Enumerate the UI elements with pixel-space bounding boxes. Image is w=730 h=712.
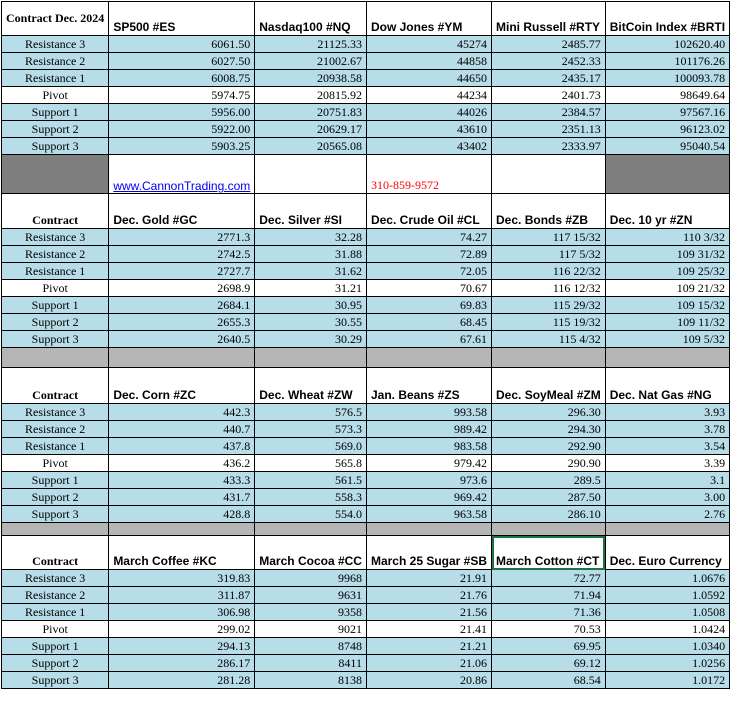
- level-value[interactable]: 431.7: [109, 489, 255, 506]
- level-value[interactable]: 43402: [366, 138, 491, 155]
- column-header[interactable]: Dec. Nat Gas #NG: [605, 368, 729, 404]
- level-value[interactable]: 311.87: [109, 587, 255, 604]
- column-header[interactable]: Dec. Corn #ZC: [109, 368, 255, 404]
- level-value[interactable]: 319.83: [109, 570, 255, 587]
- column-header[interactable]: Dec. Crude Oil #CL: [366, 194, 491, 229]
- column-header[interactable]: March Cotton #CT: [492, 536, 606, 570]
- level-label[interactable]: Resistance 3: [2, 36, 109, 53]
- level-value[interactable]: 1.0592: [605, 587, 729, 604]
- separator-cell: [492, 523, 606, 536]
- level-value[interactable]: 109 31/32: [605, 246, 729, 263]
- level-label[interactable]: Support 2: [2, 314, 109, 331]
- level-value[interactable]: 287.50: [492, 489, 606, 506]
- column-header[interactable]: Dow Jones #YM: [366, 2, 491, 36]
- level-value[interactable]: 3.00: [605, 489, 729, 506]
- level-label[interactable]: Resistance 2: [2, 246, 109, 263]
- level-value[interactable]: 6008.75: [109, 70, 255, 87]
- column-header[interactable]: Nasdaq100 #NQ: [255, 2, 367, 36]
- contract-header[interactable]: Contract: [2, 368, 109, 404]
- level-value[interactable]: 69.12: [492, 655, 606, 672]
- level-value[interactable]: 20751.83: [255, 104, 367, 121]
- level-value[interactable]: 21.21: [366, 638, 491, 655]
- column-header[interactable]: Mini Russell #RTY: [492, 2, 606, 36]
- level-value[interactable]: 109 25/32: [605, 263, 729, 280]
- level-row: [2, 587, 730, 604]
- level-value[interactable]: 101176.26: [605, 53, 729, 70]
- level-value[interactable]: 433.3: [109, 472, 255, 489]
- column-header[interactable]: Dec. Euro Currency: [605, 536, 729, 570]
- level-value[interactable]: 21.06: [366, 655, 491, 672]
- level-value[interactable]: 1.0340: [605, 638, 729, 655]
- level-label[interactable]: Support 2: [2, 655, 109, 672]
- level-value[interactable]: 21125.33: [255, 36, 367, 53]
- level-value[interactable]: 70.67: [366, 280, 491, 297]
- level-value[interactable]: 442.3: [109, 404, 255, 421]
- level-value[interactable]: 294.30: [492, 421, 606, 438]
- level-value[interactable]: 963.58: [366, 506, 491, 523]
- level-row: [2, 138, 730, 155]
- level-value[interactable]: 109 15/32: [605, 297, 729, 314]
- level-value[interactable]: 115 29/32: [492, 297, 606, 314]
- level-value[interactable]: 2742.5: [109, 246, 255, 263]
- level-value[interactable]: 8138: [255, 672, 367, 689]
- level-label[interactable]: Support 2: [2, 121, 109, 138]
- level-value[interactable]: 117 5/32: [492, 246, 606, 263]
- level-value[interactable]: 6061.50: [109, 36, 255, 53]
- level-value[interactable]: 102620.40: [605, 36, 729, 53]
- level-value[interactable]: 294.13: [109, 638, 255, 655]
- level-label[interactable]: Resistance 1: [2, 70, 109, 87]
- level-value[interactable]: 2435.17: [492, 70, 606, 87]
- level-value[interactable]: 20629.17: [255, 121, 367, 138]
- level-value[interactable]: 71.94: [492, 587, 606, 604]
- level-row: [2, 655, 730, 672]
- column-header[interactable]: March 25 Sugar #SB: [366, 536, 491, 570]
- level-value[interactable]: 9358: [255, 604, 367, 621]
- level-row: [2, 604, 730, 621]
- level-value[interactable]: 31.62: [255, 263, 367, 280]
- level-value[interactable]: 5903.25: [109, 138, 255, 155]
- contract-header[interactable]: Contract: [2, 536, 109, 570]
- level-value[interactable]: 1.0172: [605, 672, 729, 689]
- level-value[interactable]: 95040.54: [605, 138, 729, 155]
- level-value[interactable]: 292.90: [492, 438, 606, 455]
- level-value[interactable]: 2698.9: [109, 280, 255, 297]
- level-value[interactable]: 68.45: [366, 314, 491, 331]
- level-row: [2, 229, 730, 246]
- level-row: [2, 404, 730, 421]
- level-row: [2, 621, 730, 638]
- level-value[interactable]: 20815.92: [255, 87, 367, 104]
- level-value[interactable]: 296.30: [492, 404, 606, 421]
- level-value[interactable]: 45274: [366, 36, 491, 53]
- level-row: [2, 472, 730, 489]
- contract-header[interactable]: Contract Dec. 2024: [2, 2, 109, 36]
- level-value[interactable]: 110 3/32: [605, 229, 729, 246]
- level-value[interactable]: 67.61: [366, 331, 491, 348]
- separator-row: [2, 155, 730, 194]
- level-row: [2, 570, 730, 587]
- level-label[interactable]: Support 3: [2, 672, 109, 689]
- level-value[interactable]: 979.42: [366, 455, 491, 472]
- level-row: [2, 246, 730, 263]
- separator-cell: [605, 155, 729, 194]
- column-header[interactable]: Dec. Gold #GC: [109, 194, 255, 229]
- column-header[interactable]: March Cocoa #CC: [255, 536, 367, 570]
- level-value[interactable]: 109 21/32: [605, 280, 729, 297]
- level-label[interactable]: Resistance 2: [2, 53, 109, 70]
- level-value[interactable]: 437.8: [109, 438, 255, 455]
- level-value[interactable]: 72.89: [366, 246, 491, 263]
- level-value[interactable]: 2655.3: [109, 314, 255, 331]
- column-header[interactable]: March Coffee #KC: [109, 536, 255, 570]
- level-label[interactable]: Support 1: [2, 472, 109, 489]
- level-value[interactable]: 3.93: [605, 404, 729, 421]
- level-value[interactable]: 1.0424: [605, 621, 729, 638]
- level-value[interactable]: 561.5: [255, 472, 367, 489]
- level-value[interactable]: 69.83: [366, 297, 491, 314]
- separator-cell: [109, 348, 255, 368]
- level-value[interactable]: 115 19/32: [492, 314, 606, 331]
- level-value[interactable]: 97567.16: [605, 104, 729, 121]
- level-label[interactable]: Pivot: [2, 87, 109, 104]
- level-value[interactable]: 2384.57: [492, 104, 606, 121]
- level-value[interactable]: 306.98: [109, 604, 255, 621]
- level-value[interactable]: 21.41: [366, 621, 491, 638]
- level-value[interactable]: 3.39: [605, 455, 729, 472]
- level-row: [2, 53, 730, 70]
- level-label[interactable]: Resistance 1: [2, 604, 109, 621]
- level-value[interactable]: 21.56: [366, 604, 491, 621]
- header-row: [2, 2, 730, 36]
- level-row: [2, 438, 730, 455]
- level-value[interactable]: 30.95: [255, 297, 367, 314]
- level-label[interactable]: Resistance 1: [2, 263, 109, 280]
- level-value[interactable]: 70.53: [492, 621, 606, 638]
- level-row: [2, 421, 730, 438]
- level-label[interactable]: Support 3: [2, 506, 109, 523]
- level-label[interactable]: Resistance 2: [2, 421, 109, 438]
- level-value[interactable]: 3.1: [605, 472, 729, 489]
- level-row: [2, 121, 730, 138]
- separator-cell: [492, 348, 606, 368]
- level-value[interactable]: 44234: [366, 87, 491, 104]
- level-value[interactable]: 286.17: [109, 655, 255, 672]
- level-value[interactable]: 96123.02: [605, 121, 729, 138]
- level-value[interactable]: 3.78: [605, 421, 729, 438]
- level-value[interactable]: 569.0: [255, 438, 367, 455]
- level-row: [2, 489, 730, 506]
- website-link[interactable]: www.CannonTrading.com: [109, 155, 255, 194]
- header-row: [2, 536, 730, 570]
- level-value[interactable]: 20565.08: [255, 138, 367, 155]
- level-value[interactable]: 72.77: [492, 570, 606, 587]
- column-header[interactable]: SP500 #ES: [109, 2, 255, 36]
- level-value[interactable]: 21.76: [366, 587, 491, 604]
- level-row: [2, 87, 730, 104]
- level-value[interactable]: 44650: [366, 70, 491, 87]
- level-value[interactable]: 30.29: [255, 331, 367, 348]
- level-row: [2, 263, 730, 280]
- level-value[interactable]: 8411: [255, 655, 367, 672]
- level-value[interactable]: 1.0508: [605, 604, 729, 621]
- level-value[interactable]: 565.8: [255, 455, 367, 472]
- level-value[interactable]: 290.90: [492, 455, 606, 472]
- level-label[interactable]: Resistance 2: [2, 587, 109, 604]
- level-value[interactable]: 440.7: [109, 421, 255, 438]
- level-value[interactable]: 44858: [366, 53, 491, 70]
- level-value[interactable]: 983.58: [366, 438, 491, 455]
- separator-cell: [255, 155, 367, 194]
- header-row: [2, 194, 730, 229]
- level-label[interactable]: Resistance 3: [2, 570, 109, 587]
- level-row: [2, 455, 730, 472]
- column-header[interactable]: Dec. Wheat #ZW: [255, 368, 367, 404]
- level-value[interactable]: 32.28: [255, 229, 367, 246]
- level-value[interactable]: 3.54: [605, 438, 729, 455]
- level-value[interactable]: 68.54: [492, 672, 606, 689]
- level-label[interactable]: Resistance 3: [2, 404, 109, 421]
- level-value[interactable]: 20938.58: [255, 70, 367, 87]
- level-row: [2, 297, 730, 314]
- column-header[interactable]: Dec. SoyMeal #ZM: [492, 368, 606, 404]
- pivot-levels-table: [1, 1, 730, 689]
- separator-row: [2, 523, 730, 536]
- level-label[interactable]: Resistance 3: [2, 229, 109, 246]
- level-value[interactable]: 100093.78: [605, 70, 729, 87]
- level-row: [2, 638, 730, 655]
- separator-cell: [255, 523, 367, 536]
- level-value[interactable]: 8748: [255, 638, 367, 655]
- level-value[interactable]: 576.5: [255, 404, 367, 421]
- separator-cell: [366, 523, 491, 536]
- level-row: [2, 70, 730, 87]
- level-value[interactable]: 9968: [255, 570, 367, 587]
- level-label[interactable]: Pivot: [2, 280, 109, 297]
- level-label[interactable]: Support 3: [2, 138, 109, 155]
- level-label[interactable]: Support 1: [2, 104, 109, 121]
- level-row: [2, 672, 730, 689]
- level-value[interactable]: 1.0256: [605, 655, 729, 672]
- level-row: [2, 506, 730, 523]
- level-value[interactable]: 31.88: [255, 246, 367, 263]
- level-value[interactable]: 993.58: [366, 404, 491, 421]
- level-value[interactable]: 21.91: [366, 570, 491, 587]
- level-value[interactable]: 74.27: [366, 229, 491, 246]
- level-value[interactable]: 98649.64: [605, 87, 729, 104]
- level-row: [2, 280, 730, 297]
- level-value[interactable]: 2727.7: [109, 263, 255, 280]
- level-value[interactable]: 558.3: [255, 489, 367, 506]
- level-value[interactable]: 2771.3: [109, 229, 255, 246]
- column-header[interactable]: Dec. Silver #SI: [255, 194, 367, 229]
- level-label[interactable]: Pivot: [2, 455, 109, 472]
- level-value[interactable]: 117 15/32: [492, 229, 606, 246]
- level-value[interactable]: 289.5: [492, 472, 606, 489]
- level-value[interactable]: 20.86: [366, 672, 491, 689]
- level-value[interactable]: 286.10: [492, 506, 606, 523]
- level-label[interactable]: Resistance 1: [2, 438, 109, 455]
- level-value[interactable]: 973.6: [366, 472, 491, 489]
- level-value[interactable]: 43610: [366, 121, 491, 138]
- separator-cell: [605, 523, 729, 536]
- level-label[interactable]: Pivot: [2, 621, 109, 638]
- level-value[interactable]: 109 11/32: [605, 314, 729, 331]
- level-value[interactable]: 554.0: [255, 506, 367, 523]
- phone-number: 310-859-9572: [366, 155, 491, 194]
- level-value[interactable]: 436.2: [109, 455, 255, 472]
- level-value[interactable]: 115 4/32: [492, 331, 606, 348]
- separator-cell: [492, 155, 606, 194]
- level-value[interactable]: 21002.67: [255, 53, 367, 70]
- level-value[interactable]: 2.76: [605, 506, 729, 523]
- level-value[interactable]: 31.21: [255, 280, 367, 297]
- column-header[interactable]: BitCoin Index #BRTI: [605, 2, 729, 36]
- level-value[interactable]: 30.55: [255, 314, 367, 331]
- level-value[interactable]: 428.8: [109, 506, 255, 523]
- level-value[interactable]: 9631: [255, 587, 367, 604]
- level-value[interactable]: 2333.97: [492, 138, 606, 155]
- level-value[interactable]: 989.42: [366, 421, 491, 438]
- level-row: [2, 331, 730, 348]
- level-value[interactable]: 2640.5: [109, 331, 255, 348]
- level-value[interactable]: 116 12/32: [492, 280, 606, 297]
- level-value[interactable]: 2452.33: [492, 53, 606, 70]
- level-value[interactable]: 573.3: [255, 421, 367, 438]
- level-label[interactable]: Support 3: [2, 331, 109, 348]
- level-value[interactable]: 116 22/32: [492, 263, 606, 280]
- contract-header[interactable]: Contract: [2, 194, 109, 229]
- level-value[interactable]: 109 5/32: [605, 331, 729, 348]
- level-value[interactable]: 2351.13: [492, 121, 606, 138]
- level-label[interactable]: Support 2: [2, 489, 109, 506]
- level-value[interactable]: 2485.77: [492, 36, 606, 53]
- level-value[interactable]: 71.36: [492, 604, 606, 621]
- level-value[interactable]: 2401.73: [492, 87, 606, 104]
- separator-cell: [605, 348, 729, 368]
- level-value[interactable]: 9021: [255, 621, 367, 638]
- level-value[interactable]: 1.0676: [605, 570, 729, 587]
- header-row: [2, 368, 730, 404]
- separator-cell: [366, 348, 491, 368]
- level-row: [2, 36, 730, 53]
- level-row: [2, 104, 730, 121]
- level-label[interactable]: Support 1: [2, 638, 109, 655]
- column-header[interactable]: Jan. Beans #ZS: [366, 368, 491, 404]
- level-value[interactable]: 281.28: [109, 672, 255, 689]
- level-value[interactable]: 44026: [366, 104, 491, 121]
- separator-cell: [109, 523, 255, 536]
- separator-cell: [2, 523, 109, 536]
- separator-cell: [2, 348, 109, 368]
- separator-row: [2, 348, 730, 368]
- level-value[interactable]: 969.42: [366, 489, 491, 506]
- level-value[interactable]: 299.02: [109, 621, 255, 638]
- level-row: [2, 314, 730, 331]
- column-header[interactable]: Dec. Bonds #ZB: [492, 194, 606, 229]
- separator-cell: [2, 155, 109, 194]
- level-value[interactable]: 6027.50: [109, 53, 255, 70]
- level-value[interactable]: 69.95: [492, 638, 606, 655]
- level-value[interactable]: 5974.75: [109, 87, 255, 104]
- level-value[interactable]: 72.05: [366, 263, 491, 280]
- column-header[interactable]: Dec. 10 yr #ZN: [605, 194, 729, 229]
- separator-cell: [255, 348, 367, 368]
- level-value[interactable]: 5922.00: [109, 121, 255, 138]
- level-label[interactable]: Support 1: [2, 297, 109, 314]
- level-value[interactable]: 2684.1: [109, 297, 255, 314]
- level-value[interactable]: 5956.00: [109, 104, 255, 121]
